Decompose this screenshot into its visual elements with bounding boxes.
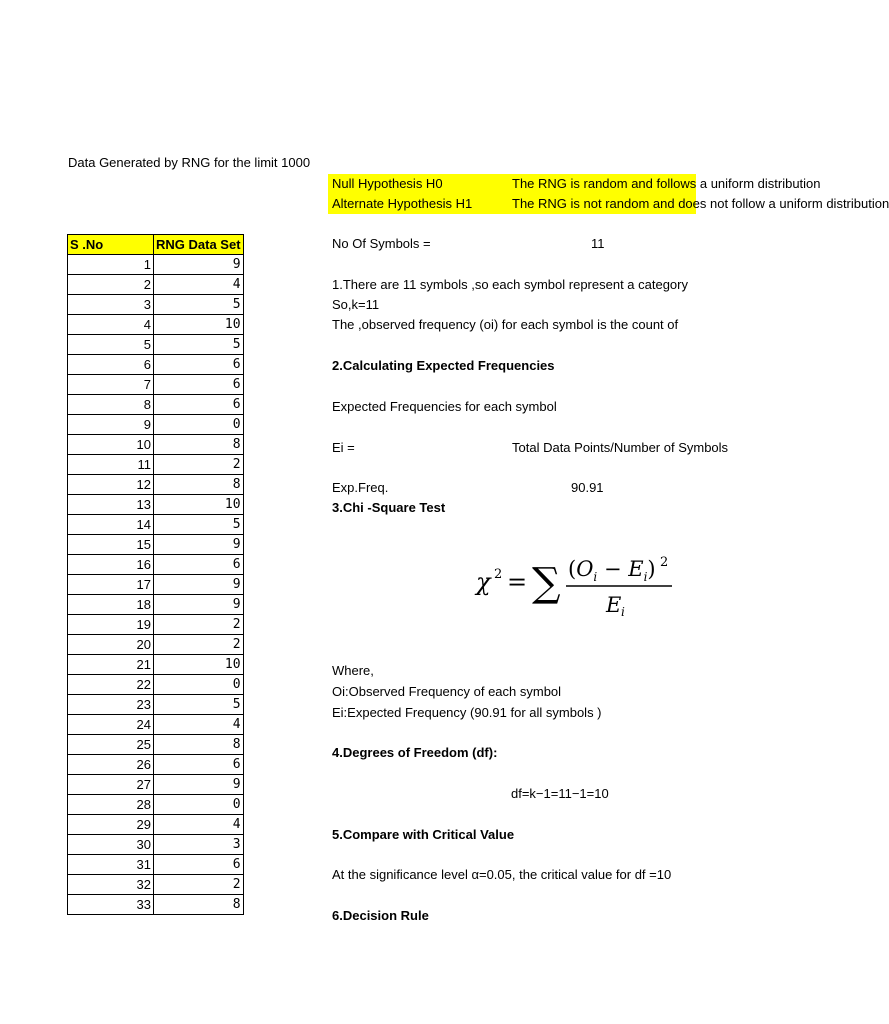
table-row	[68, 255, 244, 275]
table-row	[68, 875, 244, 895]
step1-line3: The ,observed frequency (oi) for each symbol is the count of	[332, 317, 679, 332]
step4-heading: 4.Degrees of Freedom (df):	[332, 745, 498, 760]
rng-value-cell[interactable]: 3	[154, 835, 244, 855]
table-row	[68, 435, 244, 455]
table-row	[68, 615, 244, 635]
table-row	[68, 455, 244, 475]
sno-cell[interactable]: 19	[68, 615, 154, 635]
sno-cell[interactable]: 20	[68, 635, 154, 655]
alternate-hypothesis-text: The RNG is not random and does not follow a uniform distribution	[512, 196, 889, 211]
ei-label: Ei =	[332, 440, 355, 455]
table-row	[68, 635, 244, 655]
svg-text:i: i	[621, 605, 625, 619]
rng-value-cell[interactable]: 6	[154, 355, 244, 375]
sno-cell[interactable]: 15	[68, 535, 154, 555]
sno-cell[interactable]: 26	[68, 755, 154, 775]
rng-value-cell[interactable]: 10	[154, 315, 244, 335]
step2-heading: 2.Calculating Expected Frequencies	[332, 358, 555, 373]
table-row	[68, 335, 244, 355]
table-row	[68, 695, 244, 715]
sno-cell[interactable]: 18	[68, 595, 154, 615]
step6-heading: 6.Decision Rule	[332, 908, 429, 923]
table-row	[68, 735, 244, 755]
rng-value-cell[interactable]: 8	[154, 895, 244, 915]
sno-cell[interactable]: 31	[68, 855, 154, 875]
table-row	[68, 715, 244, 735]
table-row	[68, 355, 244, 375]
rng-value-cell[interactable]: 0	[154, 795, 244, 815]
table-row	[68, 755, 244, 775]
rng-value-cell[interactable]: 9	[154, 255, 244, 275]
sno-cell[interactable]: 11	[68, 455, 154, 475]
table-row	[68, 495, 244, 515]
table-row	[68, 535, 244, 555]
rng-value-cell[interactable]: 2	[154, 635, 244, 655]
rng-value-cell[interactable]: 4	[154, 815, 244, 835]
expfreq-label: Exp.Freq.	[332, 480, 389, 495]
step1-line1: 1.There are 11 symbols ,so each symbol represent a category	[332, 277, 688, 292]
step2-text: Expected Frequencies for each symbol	[332, 399, 557, 414]
rng-value-cell[interactable]: 0	[154, 415, 244, 435]
sno-cell[interactable]: 7	[68, 375, 154, 395]
sno-cell[interactable]: 4	[68, 315, 154, 335]
table-row	[68, 655, 244, 675]
alternate-hypothesis-row	[328, 194, 889, 214]
rng-value-cell[interactable]: 5	[154, 695, 244, 715]
rng-value-cell[interactable]: 6	[154, 755, 244, 775]
table-row	[68, 835, 244, 855]
table-row	[68, 675, 244, 695]
rng-data-table	[67, 234, 244, 915]
sno-cell[interactable]: 32	[68, 875, 154, 895]
header-rng-data-set[interactable]: RNG Data Set	[154, 235, 244, 255]
sno-cell[interactable]: 29	[68, 815, 154, 835]
sno-cell[interactable]: 1	[68, 255, 154, 275]
svg-text:E: E	[606, 593, 622, 617]
null-hypothesis-row	[328, 174, 821, 194]
rng-value-cell[interactable]: 8	[154, 435, 244, 455]
rng-value-cell[interactable]: 9	[154, 535, 244, 555]
rng-value-cell[interactable]: 10	[154, 655, 244, 675]
rng-value-cell[interactable]: 5	[154, 335, 244, 355]
rng-value-cell[interactable]: 2	[154, 615, 244, 635]
table-row	[68, 555, 244, 575]
where-label: Where,	[332, 663, 374, 678]
symbols-value: 11	[591, 236, 605, 251]
sno-cell[interactable]: 25	[68, 735, 154, 755]
sno-cell[interactable]: 24	[68, 715, 154, 735]
sno-cell[interactable]: 16	[68, 555, 154, 575]
sno-cell[interactable]: 10	[68, 435, 154, 455]
ei-formula: Total Data Points/Number of Symbols	[512, 440, 729, 455]
sno-cell[interactable]: 17	[68, 575, 154, 595]
sno-cell[interactable]: 22	[68, 675, 154, 695]
table-row	[68, 295, 244, 315]
rng-value-cell[interactable]: 9	[154, 595, 244, 615]
table-row	[68, 415, 244, 435]
sno-cell[interactable]: 2	[68, 275, 154, 295]
table-row	[68, 395, 244, 415]
step3-heading: 3.Chi -Square Test	[332, 500, 446, 515]
rng-value-cell[interactable]: 2	[154, 455, 244, 475]
table-row	[68, 855, 244, 875]
rng-value-cell[interactable]: 6	[154, 375, 244, 395]
symbols-label: No Of Symbols =	[332, 236, 431, 251]
rng-value-cell[interactable]: 8	[154, 475, 244, 495]
svg-text:2: 2	[660, 555, 669, 570]
rng-value-cell[interactable]: 5	[154, 515, 244, 535]
rng-value-cell[interactable]: 9	[154, 775, 244, 795]
table-row	[68, 375, 244, 395]
table-row	[68, 575, 244, 595]
rng-value-cell[interactable]: 0	[154, 675, 244, 695]
rng-value-cell[interactable]: 8	[154, 735, 244, 755]
sno-cell[interactable]: 23	[68, 695, 154, 715]
expfreq-value: 90.91	[571, 480, 604, 495]
table-row	[68, 795, 244, 815]
null-hypothesis-text: The RNG is random and follows a uniform distribution	[512, 176, 821, 191]
sno-cell[interactable]: 5	[68, 335, 154, 355]
step1-line2: So,k=11	[332, 297, 380, 312]
header-sno[interactable]: S .No	[68, 235, 154, 255]
svg-text:=: =	[507, 568, 528, 596]
chi-square-formula	[474, 548, 684, 618]
sno-cell[interactable]: 28	[68, 795, 154, 815]
rng-value-cell[interactable]: 6	[154, 555, 244, 575]
table-row	[68, 815, 244, 835]
alternate-hypothesis-label: Alternate Hypothesis H1	[332, 196, 473, 211]
table-row	[68, 275, 244, 295]
sno-cell[interactable]: 21	[68, 655, 154, 675]
rng-value-cell[interactable]: 10	[154, 495, 244, 515]
sno-cell[interactable]: 9	[68, 415, 154, 435]
svg-text:2: 2	[494, 567, 503, 582]
rng-value-cell[interactable]: 9	[154, 575, 244, 595]
sno-cell[interactable]: 30	[68, 835, 154, 855]
where-oi: Oi:Observed Frequency of each symbol	[332, 684, 562, 699]
svg-text:χ: χ	[476, 568, 491, 596]
sno-cell[interactable]: 14	[68, 515, 154, 535]
rng-value-cell[interactable]: 2	[154, 875, 244, 895]
step5-heading: 5.Compare with Critical Value	[332, 827, 515, 842]
sno-cell[interactable]: 33	[68, 895, 154, 915]
sno-cell[interactable]: 3	[68, 295, 154, 315]
svg-text:(Oi − Ei): $(O_i - E_i)$	[568, 557, 656, 584]
svg-text:∑: ∑	[532, 560, 561, 606]
null-hypothesis-label: Null Hypothesis H0	[332, 176, 443, 191]
rng-value-cell[interactable]: 4	[154, 715, 244, 735]
df-formula: df=k−1=11−1=10	[511, 786, 609, 801]
table-row	[68, 775, 244, 795]
table-row	[68, 595, 244, 615]
sheet-title: Data Generated by RNG for the limit 1000	[68, 155, 311, 170]
rng-value-cell[interactable]: 4	[154, 275, 244, 295]
sno-cell[interactable]: 8	[68, 395, 154, 415]
step5-text: At the significance level α=0.05, the critical value for df =10	[332, 867, 672, 882]
table-row	[68, 315, 244, 335]
where-ei: Ei:Expected Frequency (90.91 for all symbols )	[332, 705, 602, 720]
table-row	[68, 895, 244, 915]
table-row	[68, 515, 244, 535]
table-header-row	[68, 235, 244, 255]
sno-cell[interactable]: 13	[68, 495, 154, 515]
table-row	[68, 475, 244, 495]
sno-cell[interactable]: 6	[68, 355, 154, 375]
rng-value-cell[interactable]: 5	[154, 295, 244, 315]
sno-cell[interactable]: 27	[68, 775, 154, 795]
rng-value-cell[interactable]: 6	[154, 395, 244, 415]
sno-cell[interactable]: 12	[68, 475, 154, 495]
rng-value-cell[interactable]: 6	[154, 855, 244, 875]
